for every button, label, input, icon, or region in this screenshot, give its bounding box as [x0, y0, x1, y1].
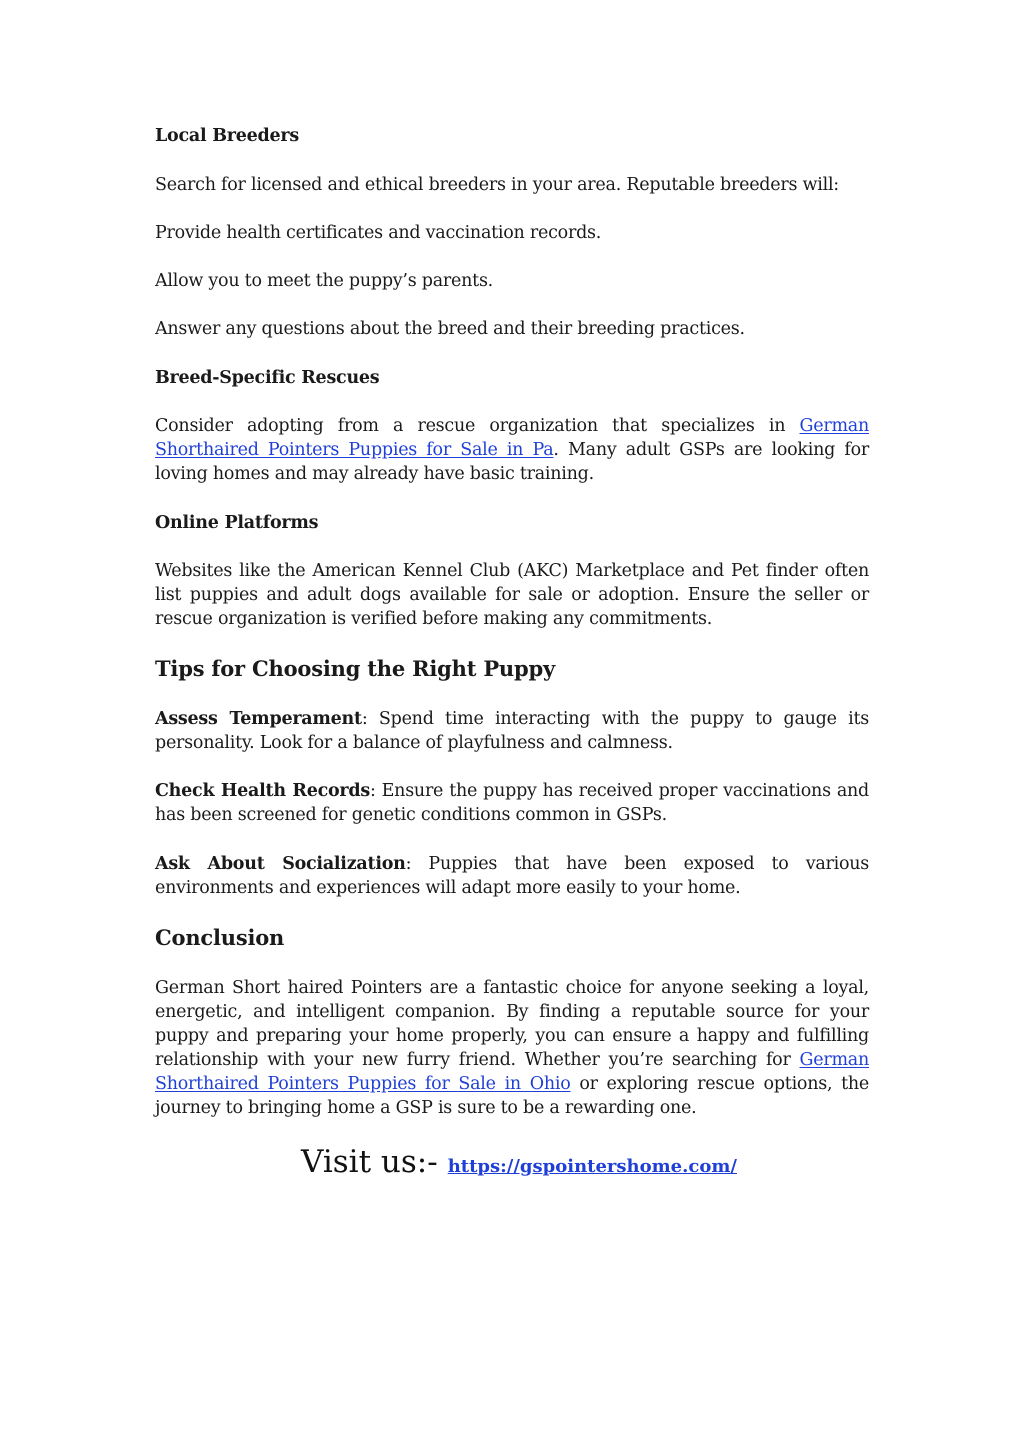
online-platforms-paragraph: Websites like the American Kennel Club (AKC) Marketplace and Pet finder often list puppies and adult dogs available for sale or adoption. Ensure the seller or rescue organization is verified before making any commitments.	[155, 561, 869, 629]
tip-lead-ask-about-socialization: Ask About Socialization	[155, 854, 406, 874]
local-breeders-item-3: Answer any questions about the breed and their breeding practices.	[155, 319, 745, 339]
tip-assess-temperament	[155, 707, 869, 755]
tip-text-ask-about-socialization: : Puppies that have been exposed to various environments and experiences will adapt more easily to your home.	[155, 854, 870, 898]
link-gsp-puppies-pa[interactable]: German Shorthaired Pointers Puppies for Sale in Pa	[155, 416, 869, 460]
heading-conclusion: Conclusion	[155, 925, 285, 950]
link-gsp-puppies-ohio[interactable]: German Shorthaired Pointers Puppies for Sale in Ohio	[155, 1050, 869, 1094]
local-breeders-intro: Search for licensed and ethical breeders in your area. Reputable breeders will:	[155, 175, 839, 195]
local-breeders-item-1: Provide health certificates and vaccination records.	[155, 223, 602, 243]
breed-rescues-text-after: . Many adult GSPs are looking for loving homes and may already have basic training.	[155, 440, 869, 484]
tip-text-check-health-records: : Ensure the puppy has received proper vaccinations and has been screened for genetic conditions common in GSPs.	[155, 781, 869, 825]
breed-rescues-paragraph	[155, 414, 869, 486]
conclusion-text-after: or exploring rescue options, the journey to bringing home a GSP is sure to be a rewarding one.	[155, 1074, 869, 1118]
conclusion-text-before: German Short haired Pointers are a fantastic choice for anyone seeking a loyal, energetic, and intelligent companion. By finding a reputable source for your puppy and preparing your home properly, you can ensure a happy and fulfilling relationship with your new furry friend. Whether you’re searching for	[155, 978, 869, 1070]
local-breeders-item-2: Allow you to meet the puppy’s parents.	[155, 271, 493, 291]
visit-us-line	[301, 1142, 737, 1182]
conclusion-paragraph	[155, 976, 869, 1120]
visit-us-label: Visit us:-	[301, 1144, 438, 1180]
heading-local-breeders: Local Breeders	[155, 126, 299, 146]
heading-breed-specific-rescues: Breed-Specific Rescues	[155, 368, 380, 388]
breed-rescues-text-before: Consider adopting from a rescue organization that specializes in	[155, 416, 800, 436]
heading-online-platforms: Online Platforms	[155, 513, 319, 533]
website-link[interactable]: https://gspointershome.com/	[447, 1156, 737, 1177]
tip-lead-check-health-records: Check Health Records	[155, 781, 370, 801]
tip-lead-assess-temperament: Assess Temperament	[155, 709, 362, 729]
tip-ask-about-socialization	[155, 852, 869, 900]
tip-text-assess-temperament: : Spend time interacting with the puppy to gauge its personality. Look for a balance of playfulness and calmness.	[155, 709, 869, 753]
heading-tips-choosing-puppy: Tips for Choosing the Right Puppy	[155, 656, 555, 681]
tip-check-health-records	[155, 779, 869, 827]
